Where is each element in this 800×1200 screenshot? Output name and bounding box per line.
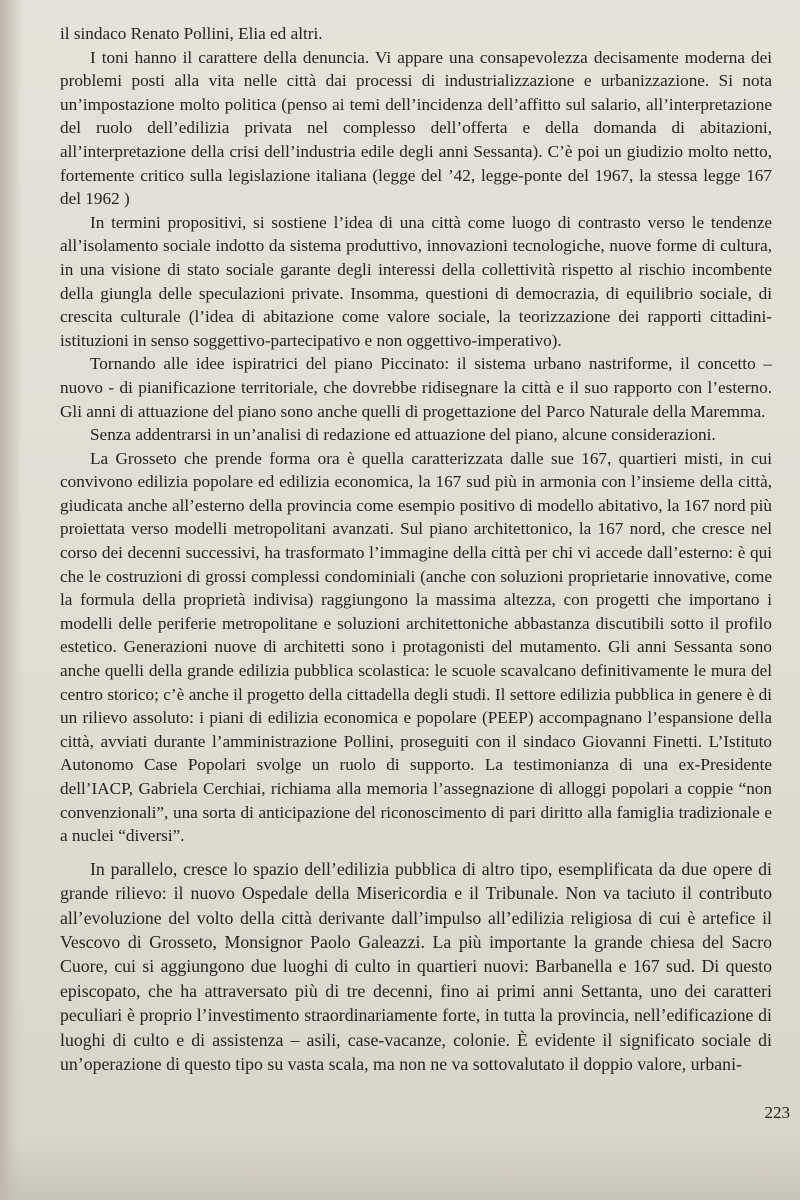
paragraph: La Grosseto che prende forma ora è quella caratterizzata dalle sue 167, quartieri misti, in cui convivono edilizia popolare ed edilizia economica, la 167 sud più in armonia con l’insieme della città, giudicata anche all’esterno della provincia come esempio positivo di modello abitativo, la 167 nord più proiettata verso modelli metropolitani avanzati. Sul piano architettonico, la 167 nord, che cresce nel corso dei decenni successivi, ha trasformato l’immagine della città per chi vi accede dall’esterno: è qui che le costruzioni di grossi complessi condominiali (anche con soluzioni proprietarie innovative, come la formula della proprietà indivisa) raggiungono la massima altezza, con progetti che importano i modelli delle periferie metropolitane e soluzioni architettoniche abbastanza discutibili sotto il profilo estetico. Generazioni nuove di architetti sono i protagonisti del mutamento. Gli anni Sessanta sono anche quelli della grande edilizia pubblica scolastica: le scuole scavalcano definitivamente le mura del centro storico; c’è anche il progetto della cittadella degli studi. Il settore edilizia pubblica in genere è di un rilievo assoluto: i piani di edilizia economica e popolare (PEEP) accompagnano l’espansione della città, avviati durante l’amministrazione Pollini, proseguiti con il sindaco Giovanni Finetti. L’Istituto Autonomo Case Popolari svolge un ruolo di supporto. La testimonianza di una ex-Presidente dell’IACP, Gabriela Cerchiai, richiama alla memoria l’assegnazione di alloggi popolari a coppie “non convenzionali”, una sorta di anticipazione del riconoscimento di pari diritto alla famiglia tradizionale e a nuclei “diversi”. [60, 448, 772, 846]
page-number: 223 [764, 1103, 790, 1122]
paragraph: I toni hanno il carattere della denuncia. Vi appare una consapevolezza decisamente moderna dei problemi posti alla vita nelle città dai processi di industrializzazione e urbanizzazione. Si nota un’impostazione molto politica (penso ai temi dell’incidenza dell’affitto sul salario, all’interpretazione del ruolo dell’edilizia privata nel complesso dell’offerta e della domanda di abitazioni, all’interpretazione della crisi dell’industria edile degli anni Sessanta). C’è poi un giudizio molto netto, fortemente critico sulla legislazione italiana (legge del ’42, legge-ponte del 1967, la stessa legge 167 del 1962 ) [60, 47, 772, 209]
page-shadow [0, 1140, 800, 1200]
body-text [60, 22, 772, 1076]
paragraph: Tornando alle idee ispiratrici del piano Piccinato: il sistema urbano nastriforme, il concetto – nuovo - di pianificazione territoriale, che dovrebbe ridisegnare la città e il suo rapporto con l’esterno. Gli anni di attuazione del piano sono anche quelli di progettazione del Parco Naturale della Maremma. [60, 354, 772, 421]
paragraph: Senza addentrarsi in un’analisi di redazione ed attuazione del piano, alcune considerazioni. [90, 425, 716, 445]
page-binding-edge [0, 0, 22, 1200]
paragraph: In parallelo, cresce lo spazio dell’edilizia pubblica di altro tipo, esemplificata da due opere di grande rilievo: il nuovo Ospedale della Misericordia e il Tribunale. Non va taciuto il contributo all’evoluzione del volto della città derivante dall’impulso all’edilizia religiosa di cui è artefice il Vescovo di Grosseto, Monsignor Paolo Galeazzi. La più importante la grande chiesa del Sacro Cuore, cui si aggiungono due luoghi di culto in quartieri nuovi: Barbanella e 167 sud. Di questo episcopato, che ha attraversato più di tre decenni, fino ai primi anni Settanta, uno dei caratteri peculiari è proprio l’investimento straordinariamente forte, in tutta la provincia, nell’edificazione di luoghi di culto e di assistenza – asili, case-vacanze, colonie. È evidente il significato sociale di un’operazione di questo tipo su vasta scala, ma non ne va sottovalutato il doppio valore, urbani- [60, 858, 772, 1075]
paragraph: il sindaco Renato Pollini, Elia ed altri. [60, 24, 323, 43]
paragraph: In termini propositivi, si sostiene l’idea di una città come luogo di contrasto verso le tendenze all’isolamento sociale indotto da sistema produttivo, innovazioni tecnologiche, nuove forme di cultura, in una visione di stato sociale garante degli interessi della collettività rispetto al rischio incombente della giungla delle speculazioni private. Insomma, questioni di democrazia, di equilibrio sociale, di crescita culturale (l’idea di abitazione come valore sociale, la teorizzazione dei rapporti cittadini-istituzioni in senso soggettivo-partecipativo e non oggettivo-imperativo). [60, 212, 772, 350]
